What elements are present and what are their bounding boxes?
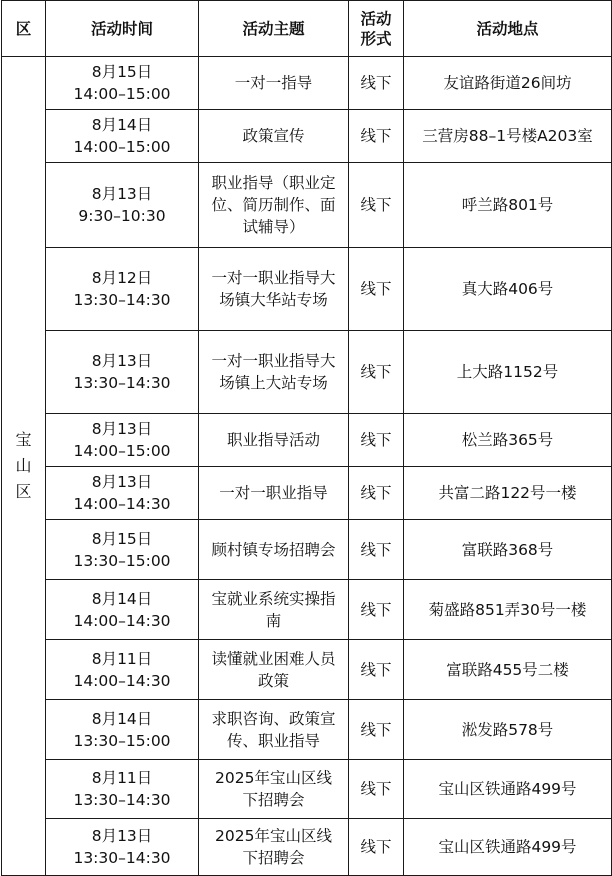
activity-form: 线下 [349,331,404,414]
activity-location: 共富二路122号一楼 [404,467,612,520]
activity-form: 线下 [349,700,404,760]
activity-form: 线下 [349,580,404,640]
header-form [349,1,404,57]
activity-topic: 一对一职业指导大场镇大华站专场 [211,269,336,309]
activity-form: 线下 [349,760,404,819]
activity-date: 8月14日 [91,116,153,134]
time-cell [46,57,199,110]
activity-time: 14:00–15:00 [73,138,171,156]
activity-topic: 2025年宝山区线下招聘会 [215,769,332,809]
activity-time: 9:30–10:30 [78,207,166,225]
time-cell [46,467,199,520]
activity-time: 13:30–15:00 [73,731,171,750]
activity-date: 8月11日 [91,649,153,668]
activity-form: 线下 [349,163,404,248]
district-label: 宝山区 [15,430,32,501]
activity-form: 线下 [349,414,404,467]
activity-form: 线下 [349,248,404,331]
activity-form: 线下 [349,520,404,580]
activity-location: 宝山区铁通路499号 [404,819,612,876]
topic-cell [199,520,349,580]
activity-location: 富联路455号二楼 [404,640,612,700]
time-cell [46,760,199,819]
activity-date: 8月15日 [91,63,153,81]
activity-topic: 一对一职业指导 [219,484,328,502]
table-row [2,248,612,331]
topic-cell [199,163,349,248]
activity-topic: 职业指导（职业定位、简历制作、面试辅导） [211,174,336,236]
activity-location: 上大路1152号 [404,331,612,414]
time-cell [46,331,199,414]
header-row [2,1,612,57]
table-row [2,760,612,819]
time-cell [46,819,199,876]
header-time: 活动时间 [46,1,199,57]
time-cell [46,580,199,640]
table-row [2,57,612,110]
header-district: 区 [2,1,46,57]
topic-cell [199,57,349,110]
activity-date: 8月13日 [91,827,153,845]
activity-topic: 2025年宝山区线下招聘会 [215,827,332,867]
time-cell [46,163,199,248]
time-cell [46,248,199,331]
time-cell [46,414,199,467]
activity-location: 友谊路街道26间坊 [404,57,612,110]
topic-cell [199,414,349,467]
table-row [2,163,612,248]
activity-time: 13:30–14:30 [73,791,171,809]
activity-form: 线下 [349,110,404,163]
activity-date: 8月13日 [91,473,153,491]
topic-cell [199,110,349,163]
activity-location: 菊盛路851弄30号一楼 [404,580,612,640]
header-location: 活动地点 [404,1,612,57]
activity-form: 线下 [349,640,404,700]
activity-date: 8月14日 [91,709,153,728]
table-row [2,414,612,467]
activity-topic: 读懂就业困难人员政策 [211,649,336,690]
topic-cell [199,700,349,760]
table-row [2,819,612,876]
activity-time: 14:00–14:30 [73,671,171,690]
time-cell [46,700,199,760]
activity-time: 14:00–14:30 [73,495,171,513]
activity-date: 8月14日 [91,589,153,608]
activity-time: 14:00–14:30 [73,611,171,630]
activity-topic: 一对一职业指导大场镇上大站专场 [211,352,336,392]
activity-form: 线下 [349,57,404,110]
activity-date: 8月11日 [91,769,153,787]
activity-date: 8月12日 [91,269,153,287]
activity-topic: 职业指导活动 [226,431,320,449]
activity-topic: 宝就业系统实操指南 [211,589,336,630]
header-topic: 活动主题 [199,1,349,57]
table-body [2,57,612,876]
activity-location: 呼兰路801号 [404,163,612,248]
district-cell [2,57,46,876]
topic-cell [199,640,349,700]
activity-topic: 政策宣传 [242,127,305,145]
activity-time: 13:30–15:00 [73,551,171,570]
table-row [2,331,612,414]
topic-cell [199,331,349,414]
table-row [2,110,612,163]
topic-cell [199,467,349,520]
activity-location: 松兰路365号 [404,414,612,467]
activity-form: 线下 [349,819,404,876]
table-row [2,700,612,760]
time-cell [46,520,199,580]
topic-cell [199,248,349,331]
activity-date: 8月13日 [91,185,153,203]
activity-time: 13:30–14:30 [73,849,171,867]
time-cell [46,110,199,163]
table-row [2,467,612,520]
table-row [2,580,612,640]
activity-time: 13:30–14:30 [73,374,171,392]
activity-date: 8月13日 [91,420,153,438]
table-row [2,520,612,580]
time-cell [46,640,199,700]
activity-location: 富联路368号 [404,520,612,580]
topic-cell [199,760,349,819]
activity-time: 14:00–15:00 [73,442,171,460]
topic-cell [199,819,349,876]
activity-time: 14:00–15:00 [73,85,171,103]
activity-location: 真大路406号 [404,248,612,331]
header-form-label: 活动形式 [360,9,392,48]
activity-location: 三营房88–1号楼A203室 [404,110,612,163]
topic-cell [199,580,349,640]
activity-location: 淞发路578号 [404,700,612,760]
activity-date: 8月15日 [91,529,153,548]
activity-table [1,0,612,876]
activity-location: 宝山区铁通路499号 [404,760,612,819]
table-row [2,640,612,700]
activity-time: 13:30–14:30 [73,291,171,309]
activity-form: 线下 [349,467,404,520]
activity-topic: 一对一指导 [234,74,313,92]
activity-topic: 求职咨询、政策宣传、职业指导 [211,709,336,750]
activity-topic: 顾村镇专场招聘会 [211,540,336,559]
activity-date: 8月13日 [91,352,153,370]
